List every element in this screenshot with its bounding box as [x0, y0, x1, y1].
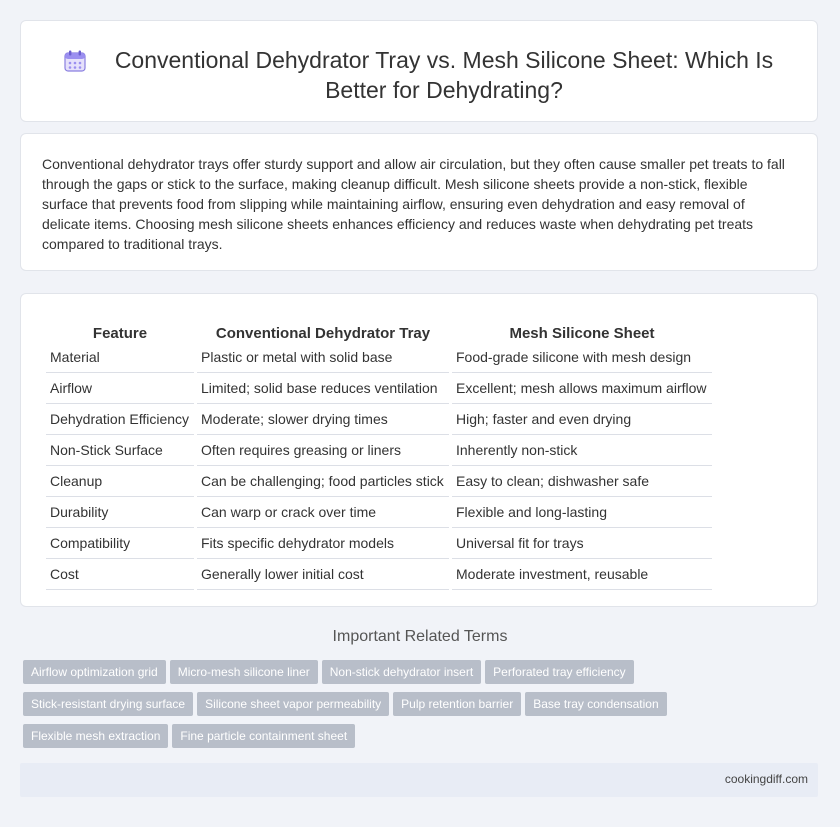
table-row: [46, 404, 712, 435]
header-feature: Feature: [92, 325, 148, 342]
feature-cell: Airflow: [46, 373, 194, 404]
table-row: [46, 497, 712, 528]
feature-cell: Material: [46, 342, 194, 373]
page-title: Conventional Dehydrator Tray vs. Mesh Silicone Sheet: Which Is Better for Dehydrating?: [114, 47, 774, 103]
calendar-icon: [63, 49, 87, 73]
tray-cell: Can warp or crack over time: [197, 497, 449, 528]
tray-cell: Often requires greasing or liners: [197, 435, 449, 466]
table-row: [46, 373, 712, 404]
tray-cell: Can be challenging; food particles stick: [197, 466, 449, 497]
comparison-card: [20, 293, 818, 607]
mesh-cell: Excellent; mesh allows maximum airflow: [452, 373, 712, 404]
mesh-cell: Inherently non-stick: [452, 435, 712, 466]
tray-cell: Fits specific dehydrator models: [197, 528, 449, 559]
table-row: [46, 466, 712, 497]
intro-paragraph: Conventional dehydrator trays offer sturdy support and allow air circulation, but they often cause smaller pet treats to fall through the gaps or stick to the surface, making cleanup difficult. Mesh silicone sheets provide a non-stick, flexible surface that prevents food from slipping while maintaining airflow, ensuring even dehydration and easy removal of delicate items. Choosing mesh silicone sheets enhances efficiency and reduces waste when dehydrating pet treats compared to traditional trays.: [42, 156, 785, 252]
title-card: [20, 20, 818, 122]
comparison-table: [43, 314, 715, 590]
related-term-tag[interactable]: Stick-resistant drying surface: [23, 692, 193, 716]
feature-cell: Dehydration Efficiency: [46, 404, 194, 435]
table-row: [46, 342, 712, 373]
mesh-cell: Easy to clean; dishwasher safe: [452, 466, 712, 497]
related-term-tag[interactable]: Non-stick dehydrator insert: [322, 660, 481, 684]
intro-card: [20, 133, 818, 271]
related-terms-heading: Important Related Terms: [332, 628, 508, 645]
related-term-tag[interactable]: Fine particle containment sheet: [172, 724, 355, 748]
related-term-tag[interactable]: Airflow optimization grid: [23, 660, 166, 684]
tray-cell: Generally lower initial cost: [197, 559, 449, 590]
related-term-tag[interactable]: Silicone sheet vapor permeability: [197, 692, 389, 716]
mesh-cell: High; faster and even drying: [452, 404, 712, 435]
mesh-cell: Food-grade silicone with mesh design: [452, 342, 712, 373]
mesh-cell: Moderate investment, reusable: [452, 559, 712, 590]
related-term-tag[interactable]: Base tray condensation: [525, 692, 666, 716]
feature-cell: Non-Stick Surface: [46, 435, 194, 466]
related-term-tag[interactable]: Micro-mesh silicone liner: [170, 660, 318, 684]
mesh-cell: Universal fit for trays: [452, 528, 712, 559]
related-term-tag[interactable]: Flexible mesh extraction: [23, 724, 168, 748]
related-terms-list: [23, 660, 723, 756]
tray-cell: Plastic or metal with solid base: [197, 342, 449, 373]
related-term-tag[interactable]: Perforated tray efficiency: [485, 660, 634, 684]
table-row: [46, 528, 712, 559]
feature-cell: Compatibility: [46, 528, 194, 559]
table-row: [46, 559, 712, 590]
tray-cell: Moderate; slower drying times: [197, 404, 449, 435]
feature-cell: Durability: [46, 497, 194, 528]
table-header-row: [46, 314, 712, 342]
feature-cell: Cost: [46, 559, 194, 590]
table-row: [46, 435, 712, 466]
footer-site-link[interactable]: cookingdiff.com: [724, 772, 808, 786]
mesh-cell: Flexible and long-lasting: [452, 497, 712, 528]
footer: [20, 763, 818, 797]
header-conventional-tray: Conventional Dehydrator Tray: [215, 325, 431, 342]
header-mesh-silicone: Mesh Silicone Sheet: [509, 325, 655, 342]
feature-cell: Cleanup: [46, 466, 194, 497]
related-term-tag[interactable]: Pulp retention barrier: [393, 692, 521, 716]
tray-cell: Limited; solid base reduces ventilation: [197, 373, 449, 404]
